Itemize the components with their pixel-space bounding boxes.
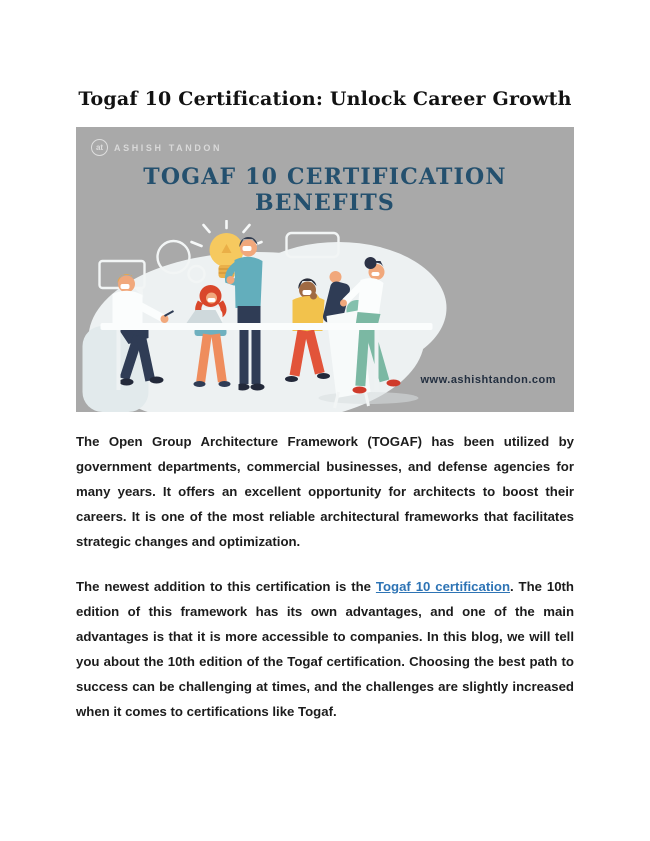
- body-paragraph-2: [76, 574, 574, 724]
- banner-heading: TOGAF 10 CERTIFICATION BENEFITS: [143, 164, 507, 216]
- paragraph-text: The Open Group Architecture Framework (TOGAF) has been utilized by government departments, commercial businesses, and defense agencies for many years. It offers an excellent opportunity for architects to boost their careers. It is one of the most reliable architectural frameworks that facilitates strategic changes and optimization.: [76, 434, 574, 549]
- banner-image: [76, 127, 574, 412]
- page-content: [76, 88, 574, 724]
- website-url: www.ashishtandon.com: [420, 374, 556, 386]
- article-title: Togaf 10 Certification: Unlock Career Growth: [78, 88, 572, 110]
- paragraph-text-after-link: . The 10th edition of this framework has its own advantages, and one of the main advantages is that it is more accessible to companies. In this blog, we will tell you about the 10th edition of the Togaf certification. Choosing the best path to success can be challenging at times, and the challenges are slightly increased when it comes to certifications like Togaf.: [76, 579, 574, 719]
- brand-name: ASHISH TANDON: [114, 142, 223, 153]
- body-paragraph-1: [76, 429, 574, 554]
- brand-monogram-icon: at: [91, 139, 108, 156]
- brand-logo: [91, 139, 222, 156]
- paragraph-text-before-link: The newest addition to this certification is the: [76, 579, 376, 594]
- togaf-10-certification-link[interactable]: Togaf 10 certification: [375, 579, 510, 594]
- article-body: [76, 429, 574, 724]
